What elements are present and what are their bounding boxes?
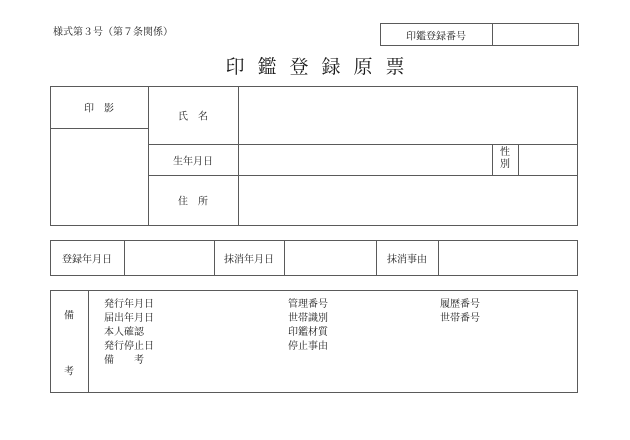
erased-reason-label: 抹消事由 xyxy=(387,254,427,266)
name-label: 氏 名 xyxy=(178,111,208,123)
row-line-name xyxy=(148,144,578,145)
gender-field[interactable] xyxy=(520,146,576,174)
remarks-item-management-number: 管理番号 xyxy=(288,299,328,310)
dates-divider-2 xyxy=(214,240,215,276)
erased-date-label: 抹消年月日 xyxy=(224,254,274,266)
page-title: 印鑑登録原票 xyxy=(225,56,418,78)
remarks-item-remarks: 備 考 xyxy=(104,355,144,366)
remarks-item-history-number: 履歴番号 xyxy=(440,299,480,310)
registered-date-field[interactable] xyxy=(126,242,212,274)
remarks-item-filing-date: 届出年月日 xyxy=(104,313,154,324)
remarks-column-1 xyxy=(104,298,154,368)
remarks-item-issue-date: 発行年月日 xyxy=(104,299,154,310)
main-table-divider-labels xyxy=(238,86,239,226)
seal-header-line xyxy=(50,128,148,129)
gender-divider-left xyxy=(492,144,493,175)
registration-number-divider xyxy=(492,23,493,46)
remarks-column-3 xyxy=(440,298,480,326)
birth-date-field[interactable] xyxy=(240,146,490,174)
seal-impression-area[interactable] xyxy=(52,130,146,224)
remarks-item-household-id: 世帯識別 xyxy=(288,313,328,324)
remarks-column-2 xyxy=(288,298,328,354)
remarks-item-suspension-reason: 停止事由 xyxy=(288,341,328,352)
form-number: 様式第３号（第７条関係） xyxy=(53,27,173,38)
address-label: 住 所 xyxy=(178,196,208,208)
gender-label: 性別 xyxy=(500,147,510,170)
remarks-item-identity-check: 本人確認 xyxy=(104,327,144,338)
erased-date-field[interactable] xyxy=(286,242,374,274)
main-table-divider-seal xyxy=(148,86,149,226)
birth-date-label: 生年月日 xyxy=(173,156,213,168)
remarks-item-suspension-date: 発行停止日 xyxy=(104,341,154,352)
seal-impression-label: 印 影 xyxy=(84,103,114,115)
name-field[interactable] xyxy=(240,88,576,143)
remarks-item-seal-material: 印鑑材質 xyxy=(288,327,328,338)
row-line-birth xyxy=(148,175,578,176)
gender-divider-right xyxy=(518,144,519,175)
remarks-item-household-number: 世帯番号 xyxy=(440,313,480,324)
registration-number-label: 印鑑登録番号 xyxy=(406,31,466,43)
dates-divider-1 xyxy=(124,240,125,276)
remarks-label-top: 備 xyxy=(64,310,74,322)
dates-divider-4 xyxy=(376,240,377,276)
remarks-divider xyxy=(88,290,89,393)
remarks-label-bottom: 考 xyxy=(64,366,74,378)
registered-date-label: 登録年月日 xyxy=(62,254,112,266)
dates-divider-5 xyxy=(438,240,439,276)
erased-reason-field[interactable] xyxy=(440,242,576,274)
address-field[interactable] xyxy=(240,177,576,224)
dates-divider-3 xyxy=(284,240,285,276)
